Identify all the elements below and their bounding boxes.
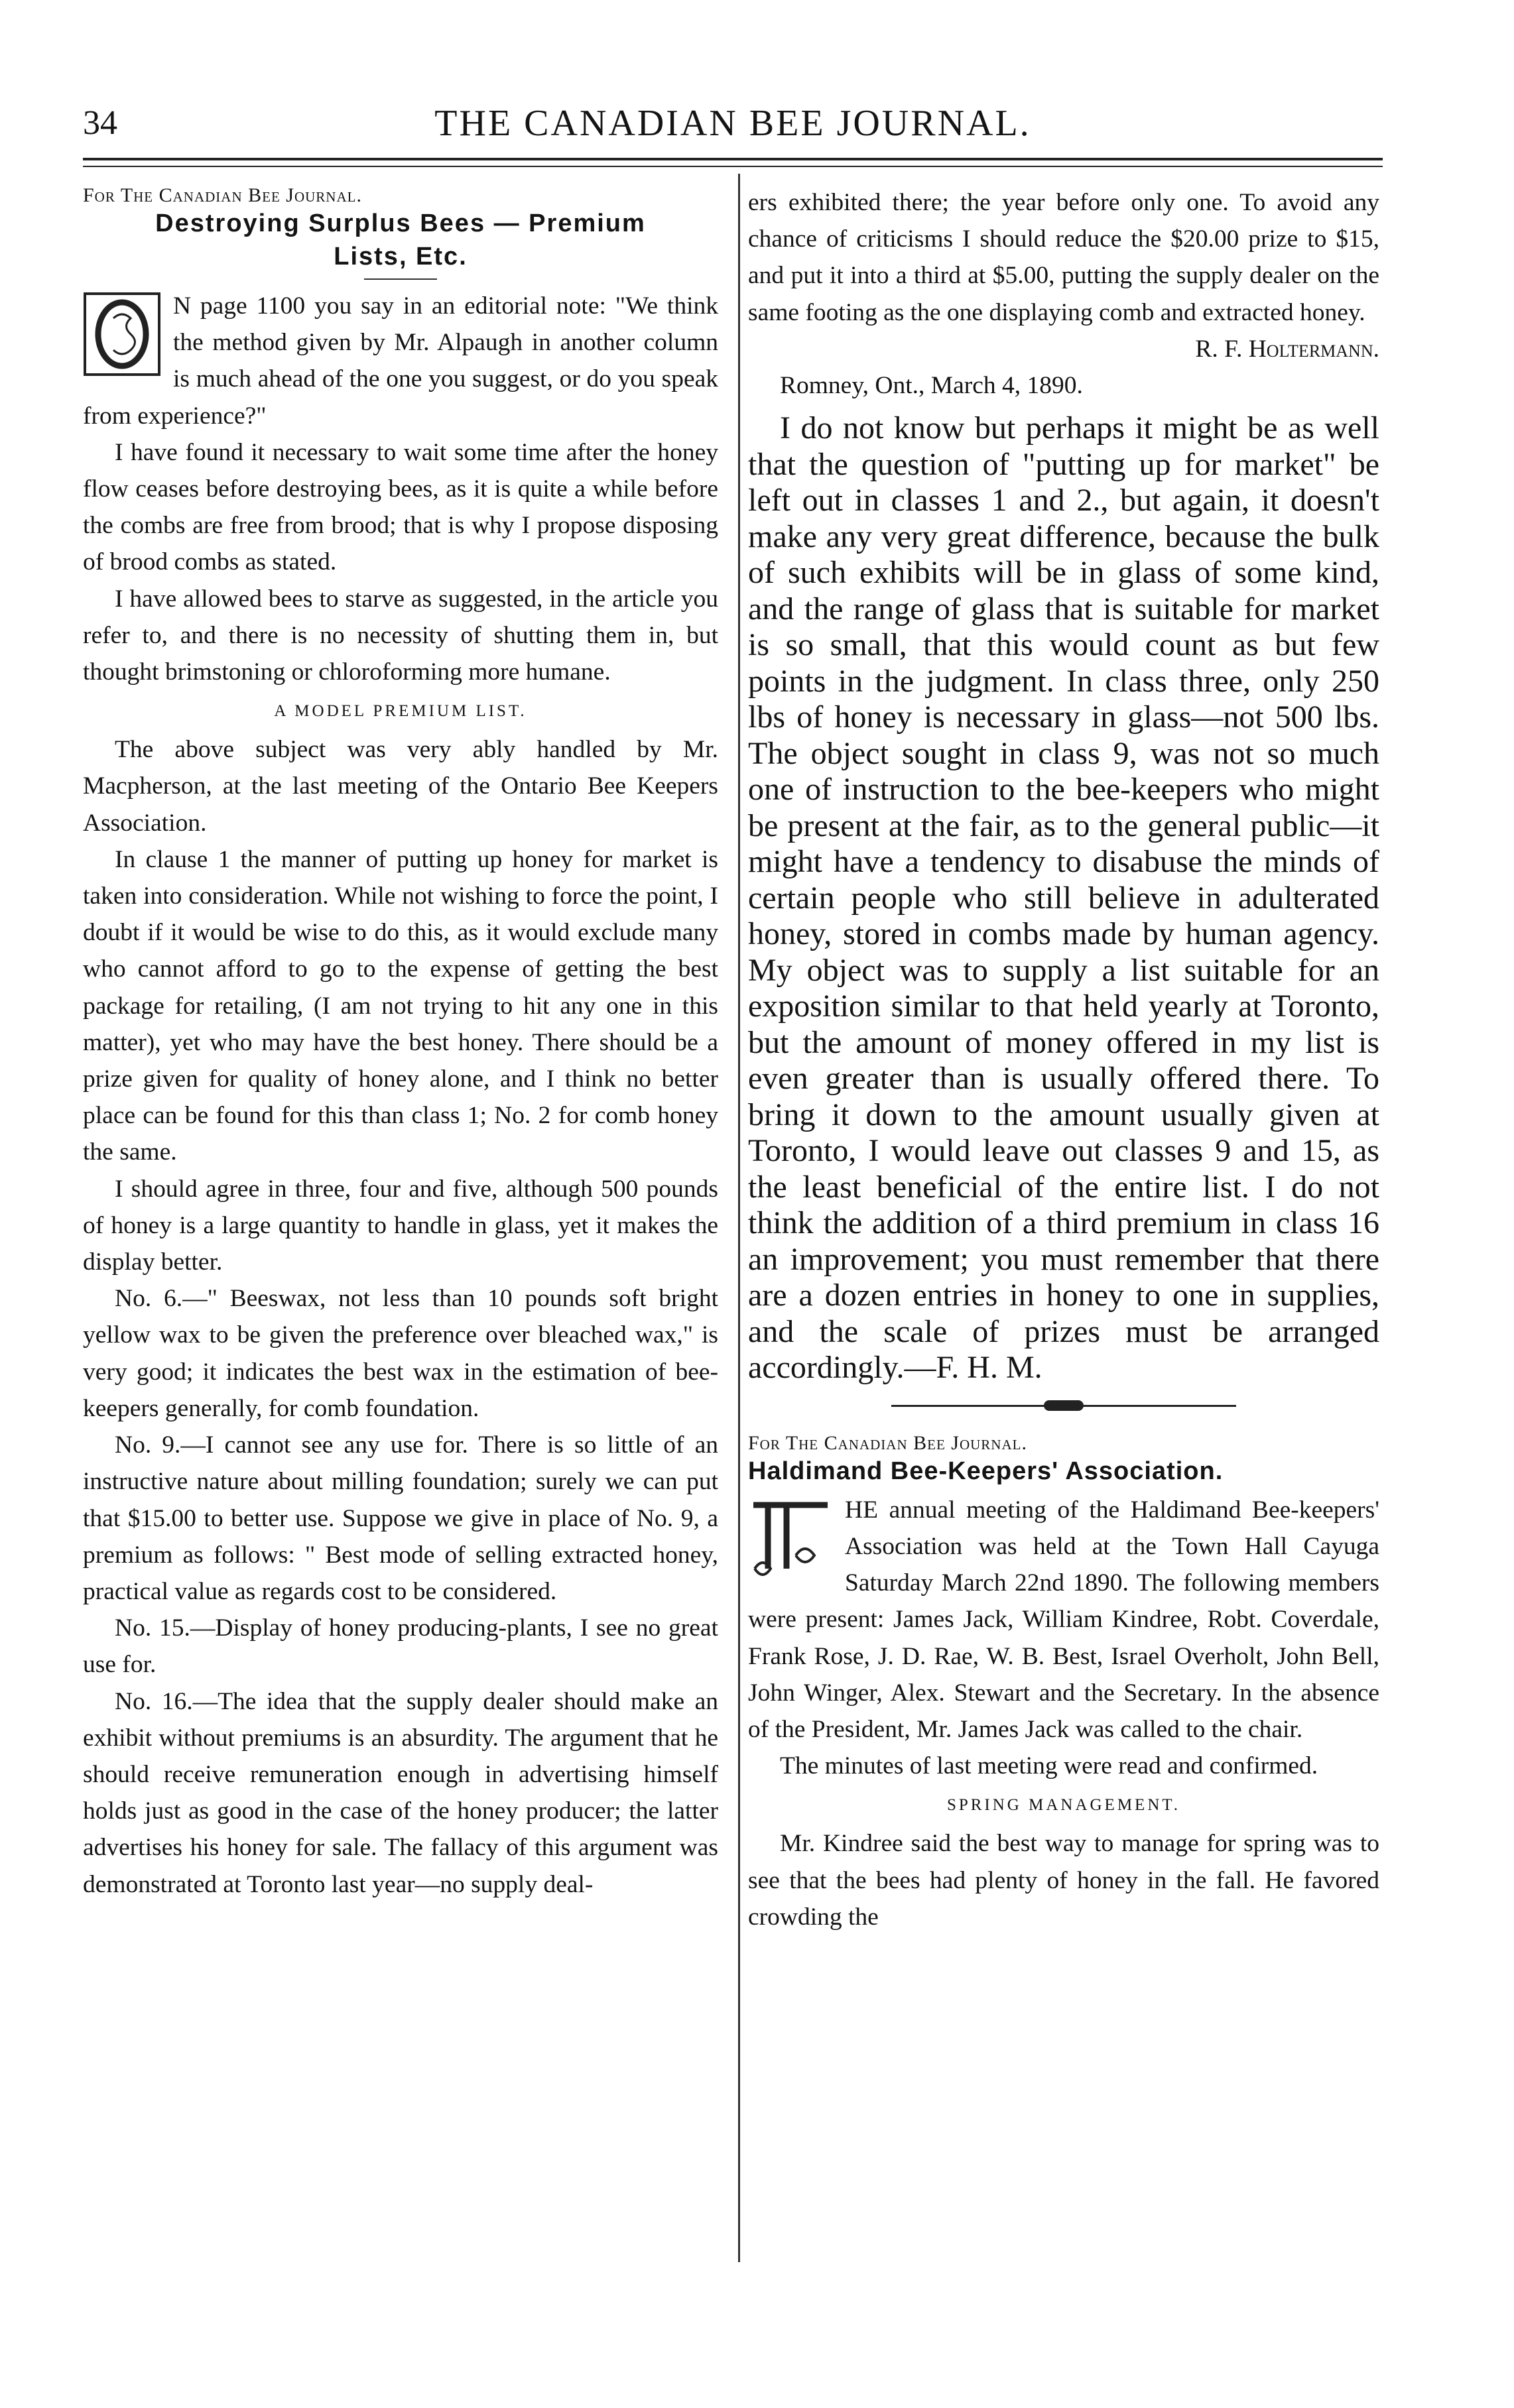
right-column (748, 184, 1379, 1935)
paragraph (83, 288, 718, 434)
paragraph-text: HE annual meeting of the Haldimand Bee-keepers' Association was held at the Town Hall Cayuga Saturday March 22nd 1890. The following members were present: James Jack, William Kindree, Robt. Coverdale, Frank Rose, J. D. Rae, W. B. Best, Israel Overholt, John Bell, John Winger, Alex. Stewart and the Secretary. In the absence of the President, Mr. James Jack was called to the chair. (748, 1496, 1379, 1743)
article-title (83, 207, 718, 273)
paragraph: No. 16.—The idea that the supply dealer should make an exhibit without premiums is an absurdity. The argument that he should receive remuneration enough in advertising himself holds just as good in the case of the honey producer; the latter advertises his honey for sale. The fallacy of this argument was demonstrated at Toronto last year—no supply deal- (83, 1687, 718, 1898)
paragraph: Mr. Kindree said the best way to manage for spring was to see that the bees had plenty of honey in the fall. He favored crowding the (748, 1830, 1379, 1931)
paragraph: The minutes of last meeting were read and confirmed. (780, 1752, 1318, 1780)
paragraph-continued: ers exhibited there; the year before only one. To avoid any chance of criticisms I should reduce the $20.00 prize to $15, and put it into a third at $5.00, putting the supply dealer on the same footing as the one displaying comb and extracted honey. (748, 189, 1379, 326)
dateline: Romney, Ont., March 4, 1890. (780, 372, 1083, 400)
drop-cap-o (83, 292, 161, 377)
article-title-line-1: Destroying Surplus Bees — Premium (155, 210, 646, 237)
header-rule (83, 158, 1383, 160)
section-ornament (891, 1405, 1236, 1407)
article-byline: For The Canadian Bee Journal. (748, 1431, 1027, 1454)
drop-cap-t (748, 1496, 833, 1581)
drop-cap-ornament-icon (748, 1496, 833, 1581)
column-divider (738, 174, 740, 2262)
paragraph: I should agree in three, four and five, although 500 pounds of honey is a large quantity to handle in glass, yet it makes the display better. (83, 1175, 718, 1276)
paragraph: I have allowed bees to starve as suggested, in the article you refer to, and there is no necessity of shutting them in, but thought brimstoning or chloroforming more humane. (83, 585, 718, 686)
signature: R. F. Holtermann. (1195, 335, 1379, 363)
paragraph: The above subject was very ably handled by Mr. Macpherson, at the last meeting of the Ontario Bee Keepers Association. (83, 736, 718, 837)
article-byline: For The Canadian Bee Journal. (83, 184, 362, 206)
left-column (83, 184, 718, 1903)
paragraph (748, 1492, 1379, 1748)
article-title: Haldimand Bee-Keepers' Association. (748, 1457, 1224, 1485)
paragraph: In clause 1 the manner of putting up honey for market is taken into consideration. While not wishing to force the point, I doubt if it would be wise to do this, as it would exclude many who cannot afford to go to the expense of getting the best package for retailing, (I am not trying to hit any one in this matter), yet who may have the best honey. There should be a prize given for quality of honey alone, and I think no better place can be found for this than class 1; No. 2 for comb honey the same. (83, 845, 718, 1166)
subheading: A MODEL PREMIUM LIST. (274, 702, 527, 721)
page-number: 34 (83, 104, 117, 142)
subheading: SPRING MANAGEMENT. (946, 1796, 1181, 1815)
drop-cap-ornament-icon (83, 292, 161, 377)
paragraph-text: N page 1100 you say in an editorial note: "We think the method given by Mr. Alpaugh in another column is much ahead of the one you suggest, or do you speak from experience?" (83, 292, 718, 430)
page-header (83, 99, 1383, 152)
paragraph: No. 9.—I cannot see any use for. There is so little of an instructive nature about milling foundation; surely we can put that $15.00 to better use. Suppose we give in place of No. 9, a premium as follows: " Best mode of selling extracted honey, practical value as regards cost to be considered. (83, 1431, 718, 1605)
paragraph: No. 6.—" Beeswax, not less than 10 pounds soft bright yellow wax to be given the preference over bleached wax," is very good; it indicates the best wax in the estimation of bee-keepers generally, for comb foundation. (83, 1285, 718, 1422)
editor-reply: I do not know but perhaps it might be as well that the question of "putting up for market" be left out in classes 1 and 2., but again, it doesn't make any very great difference, because the bulk of such exhibits will be in glass of some kind, and the range of glass that is suitable for market is so small, that this would count as but few points in the judgment. In class three, only 250 lbs of honey is necessary in glass—not 500 lbs. The object sought in class 9, was not so much one of instruction to the bee-keepers who might be present at the fair, as to the general public—it might have a tendency to disabuse the minds of certain people who still believe in adulterated honey, stored in combs made by human agency. My object was to supply a list suitable for an exposition similar to that held yearly at Toronto, but the amount of money offered in my list is even greater than is usually offered there. To bring it down to the amount usually given at Toronto, I would leave out classes 9 and 15, as the least beneficial of the entire list. I do not think the addition of a third premium in class 16 an improvement; you must remember that there are a dozen entries in honey to one in supplies, and the scale of prizes must be arranged accordingly.—F. H. M. (748, 410, 1379, 1386)
paragraph: I have found it necessary to wait some time after the honey flow ceases before destroying bees, as it is quite a while before the combs are free from brood; that is why I propose disposing of brood combs as stated. (83, 438, 718, 576)
title-rule (364, 278, 437, 280)
paragraph: No. 15.—Display of honey producing-plants, I see no great use for. (83, 1614, 718, 1679)
journal-title: THE CANADIAN BEE JOURNAL. (434, 103, 1031, 144)
article-title-line-2: Lists, Etc. (334, 243, 468, 271)
header-rule-thin (83, 166, 1383, 167)
